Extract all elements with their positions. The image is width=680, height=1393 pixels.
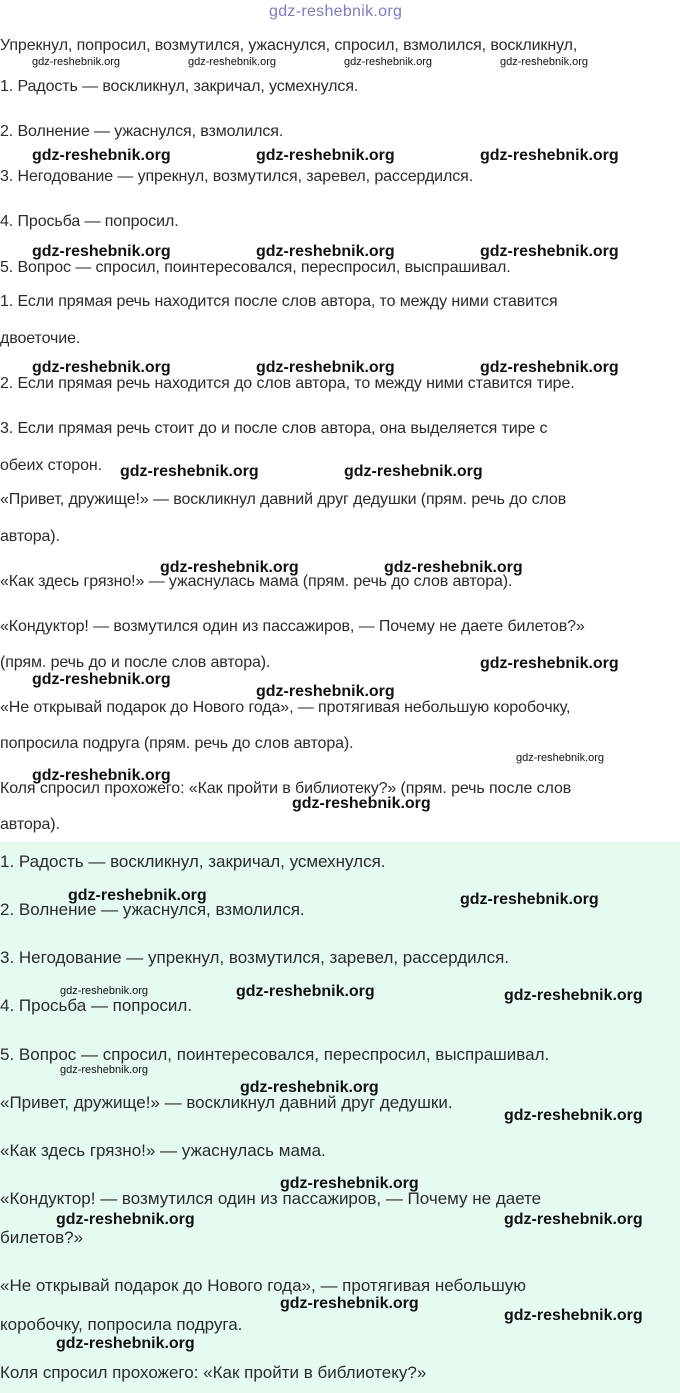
watermark-text: gdz-reshebnik.org <box>280 1295 419 1312</box>
watermark-text: gdz-reshebnik.org <box>32 243 171 260</box>
header-watermark: gdz-reshebnik.org <box>269 3 403 20</box>
watermark-text: gdz-reshebnik.org <box>188 56 277 68</box>
watermark-text: gdz-reshebnik.org <box>32 767 171 784</box>
watermark-text: gdz-reshebnik.org <box>32 147 171 164</box>
answer-example-5: Коля спросил прохожего: «Как пройти в библиотеку?» <box>0 1363 427 1382</box>
watermark-text: gdz-reshebnik.org <box>56 1211 195 1228</box>
watermark-text: gdz-reshebnik.org <box>256 243 395 260</box>
watermark-text: gdz-reshebnik.org <box>480 147 619 164</box>
answer-category-anxiety: 2. Волнение — ужаснулся, взмолился. <box>0 900 305 919</box>
watermark-text: gdz-reshebnik.org <box>280 1175 419 1192</box>
category-joy: 1. Радость — воскликнул, закричал, усмехнулся. <box>0 78 359 95</box>
watermark-text: gdz-reshebnik.org <box>60 985 149 997</box>
watermark-text: gdz-reshebnik.org <box>32 671 171 688</box>
watermark-text: gdz-reshebnik.org <box>68 887 207 904</box>
answer-category-request: 4. Просьба — попросил. <box>0 996 193 1015</box>
category-question: 5. Вопрос — спросил, поинтересовался, переспросил, выспрашивал. <box>0 259 511 276</box>
watermark-text: gdz-reshebnik.org <box>384 559 523 576</box>
watermark-text: gdz-reshebnik.org <box>160 559 299 576</box>
example-3-line-2: (прям. речь до и после слов автора). <box>0 654 271 671</box>
answer-example-3-line-2: билетов?» <box>0 1228 84 1247</box>
watermark-text: gdz-reshebnik.org <box>32 359 171 376</box>
example-5-line-2: автора). <box>0 816 60 833</box>
watermark-text: gdz-reshebnik.org <box>344 56 433 68</box>
rule-3-line-1: 3. Если прямая речь стоит до и после слов автора, она выделяется тире с <box>0 420 548 437</box>
example-2: «Как здесь грязно!» — ужаснулась мама (прям. речь до слов автора). <box>0 573 513 590</box>
example-5-line-1: Коля спросил прохожего: «Как пройти в библиотеку?» (прям. речь после слов <box>0 780 572 797</box>
watermark-text: gdz-reshebnik.org <box>292 795 431 812</box>
watermark-text: gdz-reshebnik.org <box>256 359 395 376</box>
rule-2: 2. Если прямая речь находится до слов автора, то между ними ставится тире. <box>0 375 575 392</box>
watermark-text: gdz-reshebnik.org <box>504 1307 643 1324</box>
category-anxiety: 2. Волнение — ужаснулся, взмолился. <box>0 123 284 140</box>
answer-example-3-line-1: «Кондуктор! — возмутился один из пассажиров, — Почему не даете <box>0 1189 542 1208</box>
example-1-line-2: автора). <box>0 528 60 545</box>
example-4-line-2: попросила подруга (прям. речь до слов автора). <box>0 735 354 752</box>
watermark-text: gdz-reshebnik.org <box>236 983 375 1000</box>
word-list: Упрекнул, попросил, возмутился, ужаснулся, спросил, взмолился, воскликнул, <box>0 37 578 54</box>
watermark-text: gdz-reshebnik.org <box>516 752 605 764</box>
rule-1-line-1: 1. Если прямая речь находится после слов автора, то между ними ставится <box>0 293 558 310</box>
example-1-line-1: «Привет, дружище!» — воскликнул давний друг дедушки (прям. речь до слов <box>0 491 567 508</box>
answer-example-4-line-1: «Не открывай подарок до Нового года», — протягивая небольшую <box>0 1276 526 1295</box>
watermark-text: gdz-reshebnik.org <box>480 655 619 672</box>
watermark-text: gdz-reshebnik.org <box>32 56 121 68</box>
watermark-text: gdz-reshebnik.org <box>504 1211 643 1228</box>
watermark-text: gdz-reshebnik.org <box>60 1064 149 1076</box>
watermark-text: gdz-reshebnik.org <box>344 463 483 480</box>
answer-category-question: 5. Вопрос — спросил, поинтересовался, переспросил, выспрашивал. <box>0 1045 550 1064</box>
watermark-text: gdz-reshebnik.org <box>256 683 395 700</box>
watermark-text: gdz-reshebnik.org <box>504 987 643 1004</box>
example-4-line-1: «Не открывай подарок до Нового года», — протягивая небольшую коробочку, <box>0 699 571 716</box>
rule-3-line-2: обеих сторон. <box>0 457 102 474</box>
answer-category-joy: 1. Радость — воскликнул, закричал, усмехнулся. <box>0 852 386 871</box>
watermark-text: gdz-reshebnik.org <box>500 56 589 68</box>
answer-example-2: «Как здесь грязно!» — ужаснулась мама. <box>0 1141 326 1160</box>
watermark-text: gdz-reshebnik.org <box>120 463 259 480</box>
example-3-line-1: «Кондуктор! — возмутился один из пассажиров, — Почему не даете билетов?» <box>0 618 585 635</box>
watermark-text: gdz-reshebnik.org <box>240 1079 379 1096</box>
watermark-text: gdz-reshebnik.org <box>480 243 619 260</box>
watermark-text: gdz-reshebnik.org <box>56 1335 195 1352</box>
answer-example-4-line-2: коробочку, попросила подруга. <box>0 1315 243 1334</box>
watermark-text: gdz-reshebnik.org <box>504 1107 643 1124</box>
answer-category-indignation: 3. Негодование — упрекнул, возмутился, заревел, рассердился. <box>0 948 510 967</box>
category-indignation: 3. Негодование — упрекнул, возмутился, заревел, рассердился. <box>0 168 474 185</box>
watermark-text: gdz-reshebnik.org <box>480 359 619 376</box>
watermark-text: gdz-reshebnik.org <box>256 147 395 164</box>
rule-1-line-2: двоеточие. <box>0 330 81 347</box>
answer-example-1: «Привет, дружище!» — воскликнул давний друг дедушки. <box>0 1093 453 1112</box>
category-request: 4. Просьба — попросил. <box>0 213 179 230</box>
watermark-text: gdz-reshebnik.org <box>460 891 599 908</box>
